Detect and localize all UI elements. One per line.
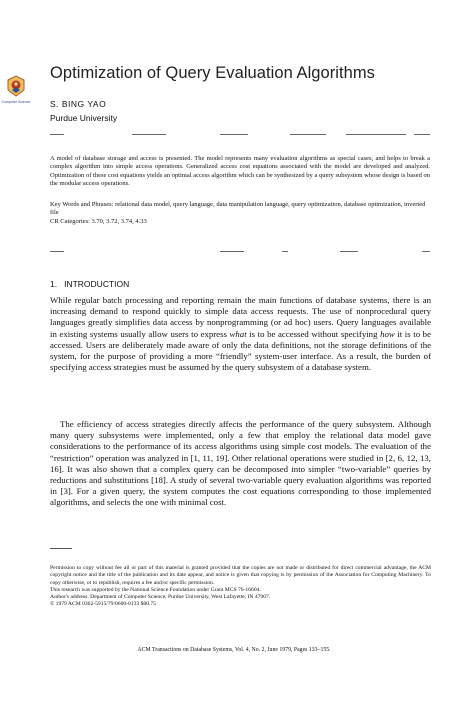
paper-title: Optimization of Query Evaluation Algorithms bbox=[50, 64, 375, 82]
section-number: 1. bbox=[50, 279, 58, 289]
cr-categories: CR Categories: 3.70, 3.72, 3.74, 4.33 bbox=[50, 218, 147, 225]
abstract: A model of database storage and access is presented. The model represents many evaluation algorithms as special cases, and helps to break a complex algorithm into simple access operations. Generalized access cost equations associated with the model are developed and analyzed. Optimization of these cost equations yields an optimal access algorithm which can be synthesized by a query subsystem whose design is based on the modular access operations. bbox=[50, 155, 430, 187]
funding-note: This research was supported by the National Science Foundation under Grant MCS 76-16604. bbox=[50, 586, 261, 593]
footnotes bbox=[50, 565, 431, 609]
author-name: S. BING YAO bbox=[50, 99, 107, 109]
journal-citation: ACM Transactions on Database Systems, Vol. 4, No. 2, June 1979, Pages 133–155. bbox=[137, 647, 331, 653]
acm-seal-icon bbox=[3, 72, 29, 100]
section-heading bbox=[50, 279, 129, 290]
permission-notice: Permission to copy without fee all or part of this material is granted provided that the copies are not made or distributed for direct commercial advantage, the ACM copyright notice and the title of the publication and its date appear, and notice is given that copying is by permission of the Association for Computing Machinery. To copy otherwise, or to republish, requires a fee and/or specific permission. bbox=[50, 565, 431, 586]
author-address: Author's address: Department of Computer Science, Purdue University, West Lafayette, IN 47907. bbox=[50, 594, 271, 601]
body-paragraph: The efficiency of access strategies directly affects the performance of the query subsystem. Although many query subsystems were implemented, only a few that employ the relational data model gave considerations to the performance of its access algorithms using simple cost models. The evaluation of the “restriction” operation was analyzed in [1, 11, 19]. Other relational operations were studied in [2, 6, 12, 13, 16]. It was also shown that a complex query can be decomposed into simpler “two-variable” queries by reductions and substitutions [18]. A study of several two-variable query evaluation algorithms was reported in [3]. For a given query, the system computes the cost equations corresponding to those implemented algorithms, and selects the one with minimal cost. bbox=[50, 419, 431, 508]
keywords: Key Words and Phrases: relational data model, query language, data manipulation language, query optimization, database optimization, inverted file bbox=[50, 201, 426, 217]
copyright-line: © 1979 ACM 0362-5915/79/0600-0133 $00.75 bbox=[50, 601, 157, 608]
footnote-rule bbox=[50, 548, 72, 549]
body-paragraph: While regular batch processing and reporting remain the main functions of database systems, there is an increasing demand to respond quickly to simple data access requests. The use of nonprocedural query languages greatly simplifies data access by nonprogramming (or ad hoc) users. Query languages available in existing systems usually allow users to express what is to be accessed without specifying how it is to be accessed. Users are deliberately made aware of only the data definitions, not the storage definitions of the system, for the purpose of providing a more “friendly” system-user interface. As a result, the burden of specifying access strategies must be assumed by the query subsystem of a database system. bbox=[50, 295, 431, 373]
logo-caption: Computer Science bbox=[1, 100, 31, 104]
author-affiliation: Purdue University bbox=[50, 113, 118, 123]
abstract-rule bbox=[50, 251, 430, 252]
header-rule bbox=[50, 134, 430, 135]
section-title: INTRODUCTION bbox=[64, 279, 130, 289]
